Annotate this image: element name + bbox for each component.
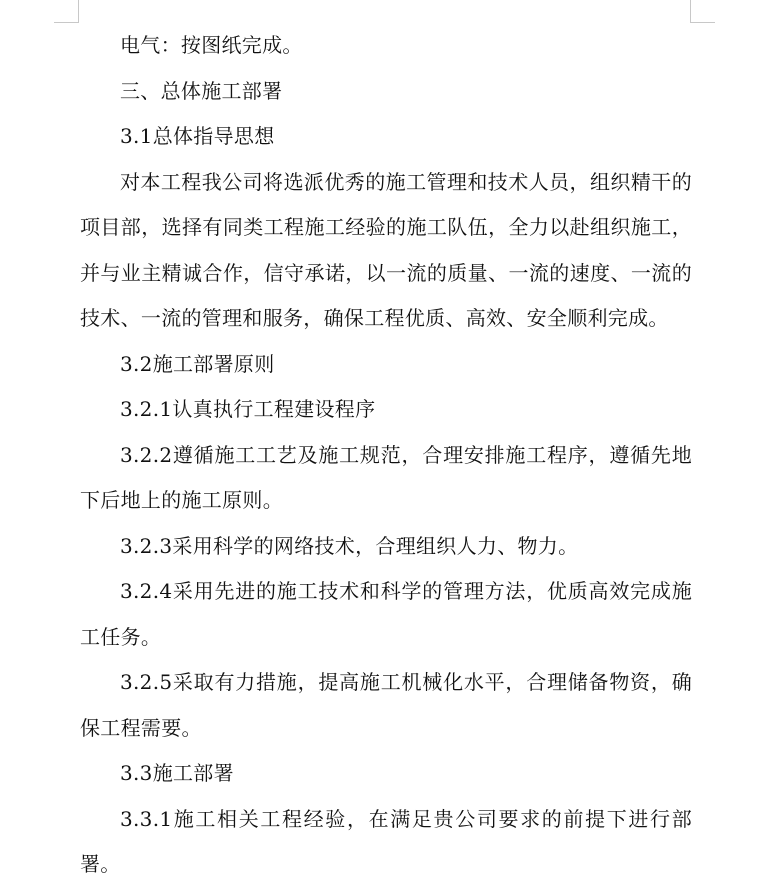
list-item-3-2-3[interactable] xyxy=(80,524,692,570)
list-item-3-3-1[interactable] xyxy=(80,797,692,888)
list-item-3-2-2[interactable] xyxy=(80,433,692,524)
heading-text: 三、总体施工部署 xyxy=(120,78,283,103)
paragraph-text: 对本工程我公司将选派优秀的施工管理和技术人员，组织精干的项目部，选择有同类工程施工经验的施工队伍，全力以赴组织施工，并与业主精诚合作，信守承诺，以一流的质量、一流的速度、一流的技术、一流的管理和服务，确保工程优质、高效、安全顺利完成。 xyxy=(80,169,692,330)
paragraph-text: 电气：按图纸完成。 xyxy=(120,33,303,57)
paragraph-3-1-body[interactable] xyxy=(80,160,692,342)
heading-text: 3.2施工部署原则 xyxy=(120,351,275,376)
crop-mark-top-right xyxy=(690,0,715,23)
document-body[interactable] xyxy=(80,23,692,888)
paragraph-electrical[interactable] xyxy=(80,23,692,69)
list-item-3-2-4[interactable] xyxy=(80,569,692,660)
paragraph-text: 3.2.1认真执行工程建设程序 xyxy=(120,397,376,421)
paragraph-text: 3.2.2遵循施工工艺及施工规范，合理安排施工程序，遵循先地下后地上的施工原则。 xyxy=(80,442,692,512)
list-item-3-2-1[interactable] xyxy=(80,387,692,433)
paragraph-text: 3.2.5采取有力措施，提高施工机械化水平，合理储备物资，确保工程需要。 xyxy=(80,670,692,740)
section-heading-3[interactable] xyxy=(80,69,692,115)
heading-text: 3.3施工部署 xyxy=(120,761,234,785)
paragraph-text: 3.2.4采用先进的施工技术和科学的管理方法，优质高效完成施工任务。 xyxy=(80,579,692,649)
paragraph-text: 3.2.3采用科学的网络技术，合理组织人力、物力。 xyxy=(120,533,579,558)
subheading-3-1[interactable] xyxy=(80,114,692,160)
list-item-3-2-5[interactable] xyxy=(80,660,692,751)
subheading-3-3[interactable] xyxy=(80,751,692,797)
heading-text: 3.1总体指导思想 xyxy=(120,124,275,148)
crop-mark-top-left xyxy=(54,0,79,23)
paragraph-text: 3.3.1施工相关工程经验，在满足贵公司要求的前提下进行部署。 xyxy=(80,806,692,876)
subheading-3-2[interactable] xyxy=(80,342,692,388)
